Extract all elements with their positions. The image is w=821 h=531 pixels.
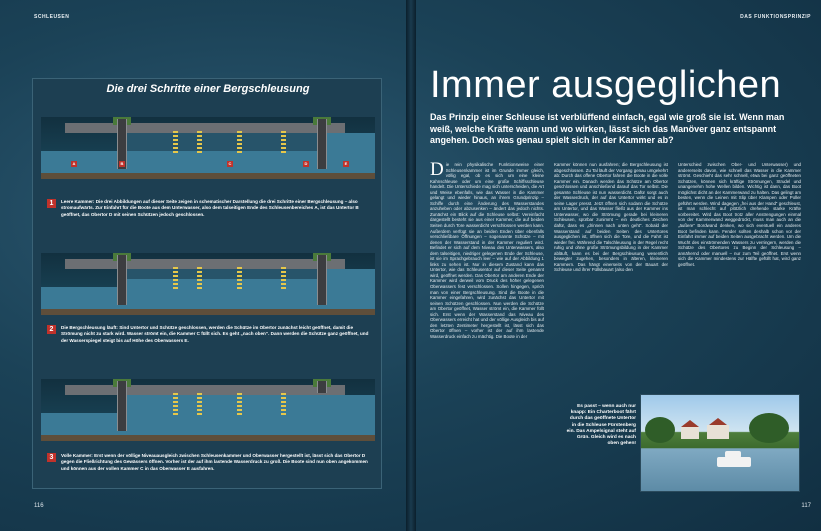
ladder bbox=[281, 393, 286, 415]
lock-wall bbox=[65, 123, 345, 133]
gutter bbox=[406, 0, 416, 531]
step-number-3: 3 bbox=[47, 453, 56, 462]
ladder bbox=[237, 267, 242, 289]
body-column-1 bbox=[430, 159, 544, 340]
ladder bbox=[173, 131, 178, 153]
lock-wall bbox=[65, 385, 345, 395]
lock-diagram-step-3 bbox=[41, 379, 375, 441]
ladder bbox=[197, 131, 202, 153]
ladder bbox=[281, 267, 286, 289]
body-column-2: Kammer können nun ausfahren; die Bergschleusung ist abgeschlossen. Zu Tal läuft der Vorgang genau umgekehrt ab: Durch das offene Obertor fahren die Boote in die volle Kammer ein. Danach werden das Schütze am Obertor geschlossen und anschließend darauf das Tor selbst. Die gesamte Schleuse ist nun wasserdicht. Dafür sorgt auch der Wasserdruck, der auf das Untertor wirkt und es in seine Lager presst. Jetzt öffnen sich sodann die Schütze am Untertor, und das Wasser fließt aus der Kammer ins Unterwasser, wo die Strömung gerade bei kleineren Schleusen, spürbar zunimmt – ein deutliches Zeichen dafür, dass es „drinnen nach unten geht“. Sobald der Wasserstand auf beiden Seiten des Untertores ausgeglichen ist, öffnen sich die Tore, und die Fahrt ist wieder frei. Während die Talschleusung in der Regel recht ruhig und ohne große Strömungsbildung in der Kammer abläuft, kann es bei der Bergschleusung wesentlich bewegter zugehen, besonders in älteren, kleineren Kammern. Das hängt einerseits von der Bauart der Schleuse und ihrer Füllsbauart (also den bbox=[554, 162, 668, 273]
step-text-1: Leere Kammer: Die drei Abbildungen auf dieser Seite zeigen in schematischer Darstellung die drei Schritte einer Bergschleusung – also stromaufwärts. Zur Einfahrt für die Boote aus dem Unterwasser, also dem talseitigen Ende des Schleusenbereiches A, ist das Untertor B geöffnet, das Obertor D mit seinen Schützen jedoch geschlossen. bbox=[61, 199, 359, 217]
ladder bbox=[281, 131, 286, 153]
ladder bbox=[237, 131, 242, 153]
step-number-2: 2 bbox=[47, 325, 56, 334]
marker-c: C bbox=[228, 161, 232, 166]
headline: Immer ausgeglichen bbox=[430, 64, 782, 106]
lock-diagram-step-1 bbox=[41, 117, 375, 179]
ladder bbox=[173, 393, 178, 415]
upper-gate bbox=[317, 255, 327, 305]
lock-floor bbox=[41, 173, 375, 179]
column-1-text: ie rein physikalische Funktionsweise einer Schleusenkammer ist im Grunde immer gleich, völlig egal, ob es sich um eine kleine Kahnschleuse oder um eine große Schiffsschleuse handelt. Die Unterschiede mag sich unterscheiden, die Art und Weise ebenfalls, wie das Wasser in die Kammer gelangt und wieder hinaus, an ihrem Grundprinzip – Schiffe durch eine Änderung des Wasserstandes anzuheben oder abzusenken – ändert das jedoch nichts. Zunächst ein Blick auf die Schleuse selbst: Vereinfacht dargestellt besteht sie aus einer Kammer, die auf beiden Seiten durch Tore wasserdicht verschlossen werden kann. Außerdem verfügt sie an beiden Enden über ebenfalls verschließbare Öffnungen – sogenannte Schütze – mit denen der Wasserstand in der Kammer reguliert wird. Befindet er sich auf dem Niveau des Unterwassers, also dem talseitigen, niedriger gelegenen Ende der Schleuse, ist sie im Sprachgebrauch leer – wie auf der Abbildung 1 links zu sehen ist. Nur in diesem Zustand kann das Untertor, wie das Schleusentor auf dieser Seite genannt wird, geöffnet werden. Das Obertor am anderen Ende der Kammer wird derweil vom Druck des höher gelegenen Oberwassers fest verschlossen. Sollen hingegen, sprich man von einer Bergschleusung. Sind die Boote in die Kammer eingefahren, wird zunächst das Untertor mit seinen Schützen geschlossen. Nun werden die Schütze am Obertor geöffnet, Wasser strömt ein, die Kammer füllt sich. Erst wenn der Wasserstand das Niveau des Oberwassers erreicht hat und der völlige Ausgleich bis auf den letzten Zentimeter hergestellt ist, lässt sich das Obertor öffnen – vorher ist der auf ihm lastende Wasserdruck einfach zu mächtig. Die Boote in der bbox=[430, 162, 544, 339]
house bbox=[707, 425, 729, 439]
house bbox=[681, 427, 699, 439]
step-text-2: Die Bergschleusung läuft: Sind Untertor und Schütze geschlossen, werden die Schütze im Obertor zunächst leicht geöffnet, damit die Strömung nicht zu stark wird. Wasser strömt ein, die Kammer C füllt sich. Es geht „nach oben“. Dann werden die Schütze ganz geöffnet, und der Wasserspiegel steigt bis auf Höhe des Oberwassers E. bbox=[61, 325, 369, 343]
lead-paragraph: Das Prinzip einer Schleuse ist verblüffend einfach, egal wie groß sie ist. Wenn man weiß, welche Kräfte wann und wo wirken, lässt sich das Manöver ganz entspannt angehen. Doch was genau spielt sich in der Kammer ab? bbox=[430, 112, 785, 145]
page-number-left: 116 bbox=[34, 503, 44, 509]
upper-gate bbox=[317, 119, 327, 169]
step-number-1: 1 bbox=[47, 199, 56, 208]
page-number-right: 117 bbox=[801, 503, 811, 509]
boat-cabin bbox=[725, 451, 741, 458]
tree bbox=[749, 413, 789, 443]
charter-boat bbox=[717, 457, 751, 467]
lock-diagram-step-2 bbox=[41, 253, 375, 315]
marker-b: B bbox=[120, 161, 124, 166]
diagram-title: Die drei Schritte einer Bergschleusung bbox=[106, 83, 310, 95]
lock-floor bbox=[41, 435, 375, 441]
dropcap: D bbox=[430, 159, 444, 180]
house-roof bbox=[681, 420, 699, 427]
tree bbox=[645, 417, 675, 443]
right-page bbox=[416, 0, 821, 531]
upper-gate-open bbox=[317, 381, 327, 393]
house-roof bbox=[709, 418, 727, 425]
lock-diagram-panel bbox=[32, 78, 382, 489]
photo-caption: Es passt – wenn auch nur knapp: Ein Charterboot fährt durch das geöffnete Untertor in die Schleuse Fürstenberg ein. Das Ampelsignal steht auf Grün. Gleich wird es nach oben gehen! bbox=[566, 404, 636, 447]
step-text-3: Volle Kammer: Erst wenn der völlige Niveauausgleich zwischen Schleusenkammer und Oberwasser hergestellt ist, lässt sich das Obertor D gegen die Fließrichtung des Gewässers öffnen. Vorher ist der auf ihm lastende Wasserdruck zu groß. Die Boote sind nun oben angekommen und können aus der vollen Kammer C in das Oberwasser E ausfahren. bbox=[61, 453, 368, 471]
ladder bbox=[197, 267, 202, 289]
ladder bbox=[173, 267, 178, 289]
marker-e: E bbox=[344, 161, 348, 166]
lower-gate bbox=[117, 381, 127, 431]
ladder bbox=[197, 393, 202, 415]
lock-wall bbox=[65, 259, 345, 269]
running-head-left: SCHLEUSEN bbox=[34, 14, 70, 20]
left-page bbox=[0, 0, 406, 531]
lower-gate bbox=[117, 255, 127, 305]
ladder bbox=[237, 393, 242, 415]
lock-floor bbox=[41, 309, 375, 315]
marker-d: D bbox=[304, 161, 308, 166]
lock-photo bbox=[640, 394, 800, 492]
running-head-right: DAS FUNKTIONSPRINZIP bbox=[740, 14, 811, 20]
marker-a: A bbox=[72, 161, 76, 166]
body-column-3: Unterschied zwischen Ober- und Unterwasser) und andererseits davon, wie schnell das Wasser in die Kammer strömt. Geschieht das sehr schnell, etwa bei ganz geöffneten Schützen, können sich kräftige Strömungen, Strudel und unangenehm hohe Wellen bilden. Wichtig ist dann, das Boot möglichst dicht an der Kammerwand zu halten. Das gelingt am besten, wenn die Leinen mit Slip über Klampen oder Poller geführt werden. Wind dagegen „frei aus der Hand“ geschleust, ist man schlecht auf plötzlich drehende starke Kräfte vorbereitet. Wird das Boot trotz aller Anstrengungen einmal von der Kammerwand weggedrückt, muss man auch an die „äußere“ Bordwand denken, wo sich eventuell ein anderes Boot befinden kann. Fender sollten deshalb schon vor der Einfahrt immer auf beiden Seiten ausgebracht werden. Um die Wucht des einströmenden Wassers zu verringern, werden die Schütze des Obertores zu Beginn der Schleusung – annähernd oder manuell – nur zum Teil geöffnet. Erst wenn sich die Kammer mindestens zur Hälfte gefüllt hat, wird ganz geöffnet. bbox=[678, 162, 801, 267]
